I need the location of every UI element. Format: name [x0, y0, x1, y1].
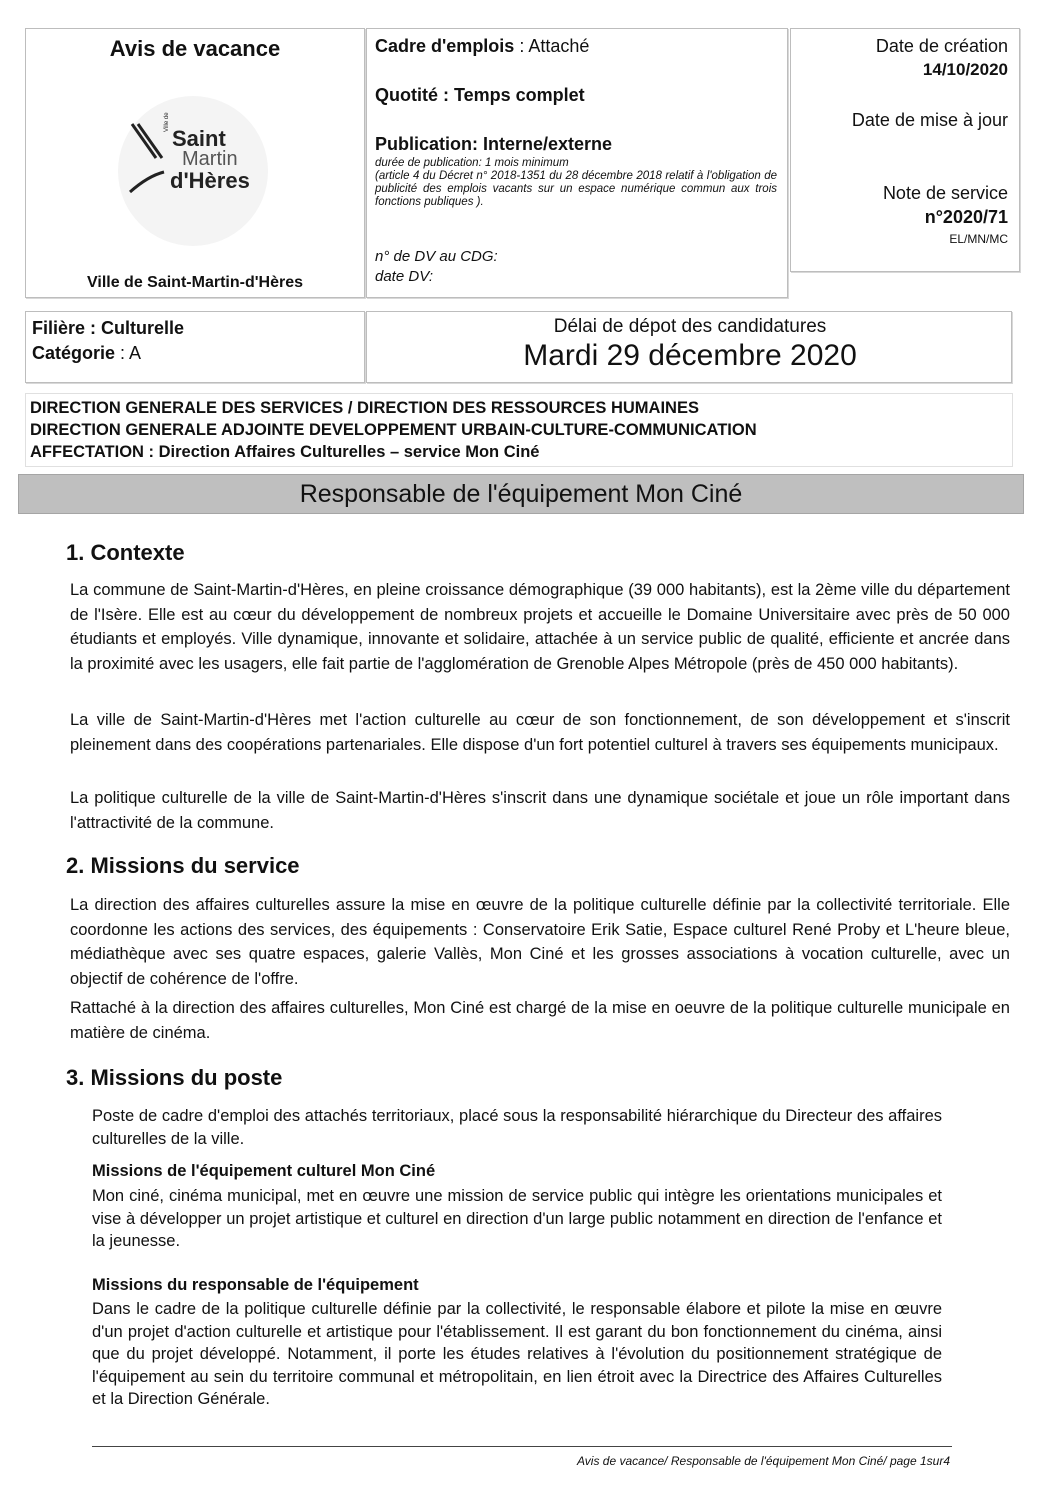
- sub-heading-responsable: Missions du responsable de l'équipement: [92, 1276, 419, 1294]
- date-creation-label: Date de création: [875, 36, 1008, 56]
- note-service-label: Note de service: [882, 183, 1008, 203]
- publication-note-article: (article 4 du Décret n° 2018-1351 du 28 décembre 2018 relatif à l'obligation de publicité des emplois vacants sur un espace numérique commun aux trois fonctions publiques ).: [375, 170, 777, 208]
- sub-heading-equipement: Missions de l'équipement culturel Mon Ciné: [92, 1162, 436, 1180]
- contexte-paragraph-1: La commune de Saint-Martin-d'Hères, en pleine croissance démographique (39 000 habitants), est la 2ème ville du département de l'Isère. Elle est au cœur du développement de nombreux projets et accueille le Domaine Universitaire avec près de 50 000 étudiants et employés. Ville dynamique, innovante et solidaire, attachée à un service public de qualité, efficiente et ancrée dans la proximité avec les usagers, elle fait partie de l'agglomération de Grenoble Alpes Métropole (près de 450 000 habitants).: [70, 581, 1010, 673]
- avis-title: Avis de vacance: [109, 36, 281, 61]
- cadre-emplois: [375, 36, 589, 57]
- note-service-ref: EL/MN/MC: [949, 232, 1008, 246]
- direction-line-1: DIRECTION GENERALE DES SERVICES / DIRECTION DES RESSOURCES HUMAINES: [30, 399, 699, 417]
- missions-poste-intro: Poste de cadre d'emploi des attachés territoriaux, placé sous la responsabilité hiérarchique du Directeur des affaires culturelles de la ville.: [92, 1107, 942, 1148]
- missions-service-paragraph-1: La direction des affaires culturelles assure la mise en œuvre de la politique culturelle définie par la collectivité territoriale. Elle coordonne les actions des services, des équipements : Conservatoire Erik Satie, Espace culturel René Proby et L'heure bleue, médiathèque avec ses quatre espaces, galerie Vallès, Mon Ciné et les grosses associations à vocation culturelle, avec un objectif de cohérence de l'offre.: [70, 896, 1010, 988]
- job-title: Responsable de l'équipement Mon Ciné: [18, 474, 1024, 514]
- missions-service-paragraph-2: Rattaché à la direction des affaires culturelles, Mon Ciné est chargé de la mise en oeuvre de la politique culturelle municipale en matière de cinéma.: [70, 999, 1010, 1042]
- publication-note-duree: durée de publication: 1 mois minimum: [375, 157, 569, 169]
- quotite: Quotité : Temps complet: [375, 85, 585, 105]
- ville-label: Ville de Saint-Martin-d'Hères: [86, 274, 303, 291]
- categorie-value: : A: [120, 343, 142, 363]
- affectation-line: AFFECTATION : Direction Affaires Culturelles – service Mon Ciné: [30, 443, 540, 461]
- equipement-text: Mon ciné, cinéma municipal, met en œuvre une mission de service public qui intègre les orientations municipales et vise à développer un projet artistique et culturel en direction d'un large public notamment en direction de l'enfance et la jeunesse.: [92, 1187, 942, 1251]
- categorie: [32, 343, 141, 364]
- responsable-text: Dans le cadre de la politique culturelle définie par la collectivité, le responsable élabore et pilote la mise en œuvre d'un projet d'action culturelle et artistique pour l'établissement. Il est garant du bon fonctionnement du cinéma, ainsi que du projet développé. Notamment, il porte les études relatives à l'évolution du positionnement stratégique de l'équipement au sein du territoire communal et métropolitain, en lien étroit avec la Directrice des Affaires Culturelles et la Direction Générale.: [92, 1300, 942, 1409]
- categorie-label: Catégorie: [32, 343, 116, 363]
- date-maj-label: Date de mise à jour: [851, 110, 1008, 130]
- cadre-label: Cadre d'emplois: [375, 36, 515, 56]
- publication: Publication: Interne/externe: [375, 134, 613, 154]
- date-dv: date DV:: [375, 268, 434, 285]
- footer-divider: [92, 1446, 952, 1447]
- contexte-paragraph-2: La ville de Saint-Martin-d'Hères met l'action culturelle au cœur de son fonctionnement, de son développement et s'inscrit pleinement dans des coopérations partenariales. Elle dispose d'un fort potentiel culturel à travers ses équipements municipaux.: [70, 711, 1010, 754]
- contexte-paragraph-3: La politique culturelle de la ville de Saint-Martin-d'Hères s'inscrit dans une dynamique sociétale et joue un rôle important dans l'attractivité de la commune.: [70, 789, 1010, 832]
- city-logo: [118, 96, 268, 246]
- dv-cdg: n° de DV au CDG:: [375, 248, 498, 265]
- delai-date: Mardi 29 décembre 2020: [523, 339, 857, 372]
- logo-heres-text: d'Hères: [170, 168, 250, 193]
- footer-text: Avis de vacance/ Responsable de l'équipement Mon Ciné/ page 1sur4: [577, 1454, 950, 1468]
- direction-line-2: DIRECTION GENERALE ADJOINTE DEVELOPPEMENT URBAIN-CULTURE-COMMUNICATION: [30, 421, 757, 439]
- cadre-value: : Attaché: [519, 36, 590, 56]
- section-missions-poste-heading: 3. Missions du poste: [66, 1065, 283, 1090]
- logo-martin-text: Martin: [182, 148, 238, 170]
- logo-saint-text: Saint: [172, 126, 226, 151]
- delai-label: Délai de dépot des candidatures: [553, 316, 827, 337]
- note-service-value: n°2020/71: [924, 207, 1008, 227]
- logo-ville-text: Ville de: [164, 112, 170, 132]
- section-missions-service-heading: 2. Missions du service: [66, 853, 300, 878]
- date-creation-value: 14/10/2020: [922, 60, 1008, 79]
- filiere-label: Filière : Culturelle: [32, 318, 185, 338]
- section-contexte-heading: 1. Contexte: [66, 540, 185, 565]
